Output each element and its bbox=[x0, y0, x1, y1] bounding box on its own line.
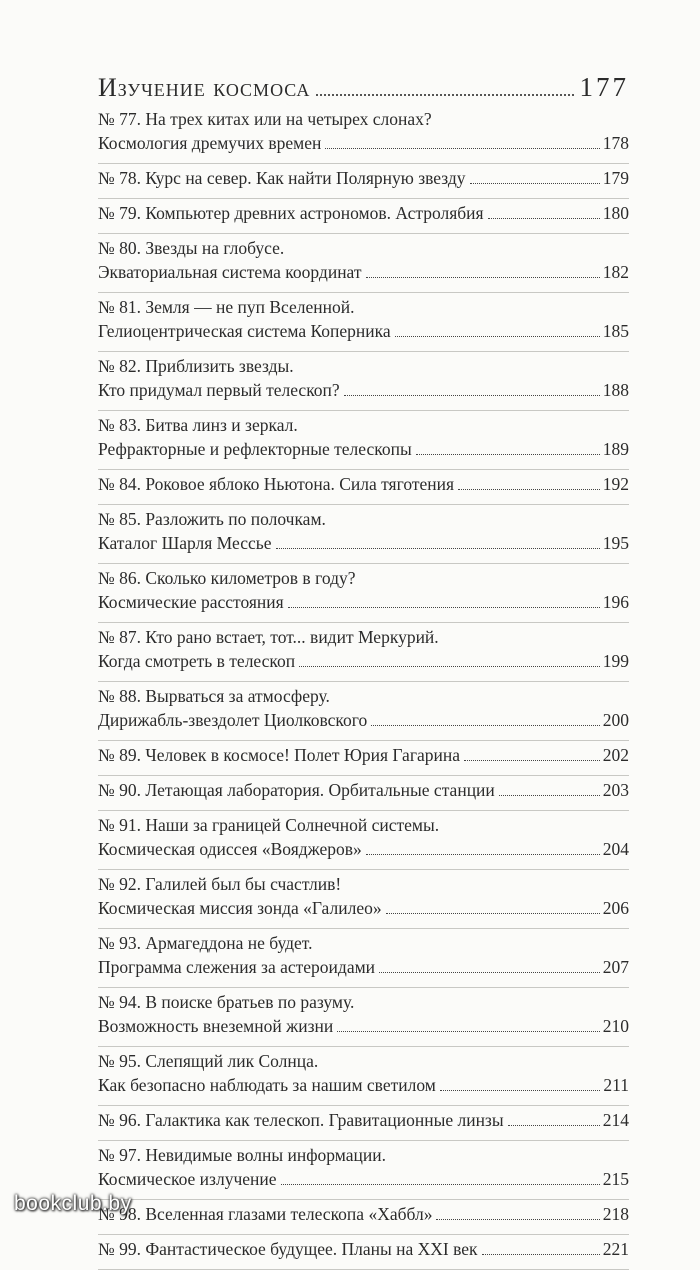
toc-entry bbox=[98, 813, 629, 870]
toc-entry bbox=[98, 566, 629, 623]
toc-entry bbox=[98, 1237, 629, 1270]
toc-entry-subtitle: Когда смотреть в телескоп bbox=[98, 651, 296, 671]
toc-entry bbox=[98, 295, 629, 352]
toc-entry-row bbox=[98, 1202, 629, 1226]
toc-entry-row bbox=[98, 778, 629, 802]
toc-entry-row bbox=[98, 837, 629, 861]
leader-dots bbox=[499, 795, 600, 796]
toc-page-number: 185 bbox=[602, 321, 629, 341]
toc-entry bbox=[98, 1143, 629, 1200]
toc-page-number: 189 bbox=[602, 439, 629, 459]
toc-entry-row bbox=[98, 1014, 629, 1038]
toc-entry-title: № 98. Вселенная глазами телескопа «Хаббл» bbox=[98, 1204, 433, 1224]
toc-entry-title: № 95. Слепящий лик Солнца. bbox=[98, 1051, 319, 1071]
leader-dots bbox=[366, 854, 600, 855]
toc-entry bbox=[98, 354, 629, 411]
toc-entry-title: № 91. Наши за границей Солнечной системы. bbox=[98, 815, 440, 835]
toc-entry-title: № 86. Сколько километров в году? bbox=[98, 568, 356, 588]
toc-entry-subtitle: Программа слежения за астероидами bbox=[98, 957, 376, 977]
toc-entry-row bbox=[98, 1073, 629, 1097]
toc-entry bbox=[98, 166, 629, 199]
toc-entry bbox=[98, 1108, 629, 1141]
toc-entry-row bbox=[98, 896, 629, 920]
toc-entry-title: № 82. Приблизить звезды. bbox=[98, 356, 294, 376]
toc-entry-row bbox=[98, 166, 629, 190]
leader-dots bbox=[436, 1219, 599, 1220]
toc-entry-title: № 93. Армагеддона не будет. bbox=[98, 933, 313, 953]
toc-page-number: 192 bbox=[602, 474, 629, 494]
leader-dots bbox=[386, 913, 600, 914]
toc-entry bbox=[98, 236, 629, 293]
toc-entry-row bbox=[98, 437, 629, 461]
toc-entry bbox=[98, 413, 629, 470]
toc-page-number: 199 bbox=[602, 651, 629, 671]
leader-dots bbox=[416, 454, 600, 455]
leader-dots bbox=[458, 489, 600, 490]
toc-page-number: 204 bbox=[602, 839, 629, 859]
section-page-number: 177 bbox=[579, 72, 629, 102]
toc-entry-title: № 97. Невидимые волны информации. bbox=[98, 1145, 386, 1165]
toc-page-number: 203 bbox=[602, 780, 629, 800]
leader-dots bbox=[508, 1125, 600, 1126]
leader-dots bbox=[344, 395, 600, 396]
leader-dots bbox=[316, 94, 573, 96]
toc-entry-subtitle: Гелиоцентрическая система Коперника bbox=[98, 321, 391, 341]
toc-page-number: 211 bbox=[603, 1075, 629, 1095]
leader-dots bbox=[379, 972, 600, 973]
toc-entry bbox=[98, 1049, 629, 1106]
toc-page-number: 221 bbox=[602, 1239, 629, 1259]
toc-page-number: 214 bbox=[602, 1110, 629, 1130]
toc-entry-title: № 78. Курс на север. Как найти Полярную звезду bbox=[98, 168, 466, 188]
toc-entry-row bbox=[98, 319, 629, 343]
toc-entry-title: № 99. Фантастическое будущее. Планы на XXI век bbox=[98, 1239, 478, 1259]
leader-dots bbox=[440, 1090, 601, 1091]
section-header bbox=[98, 72, 629, 103]
leader-dots bbox=[325, 148, 599, 149]
toc-entry bbox=[98, 1202, 629, 1235]
toc-entry-title: № 92. Галилей был бы счастлив! bbox=[98, 874, 342, 894]
toc-entry-row bbox=[98, 531, 629, 555]
toc-entry bbox=[98, 472, 629, 505]
toc-entry-subtitle: Космические расстояния bbox=[98, 592, 284, 612]
toc-entry-title: № 79. Компьютер древних астрономов. Астролябия bbox=[98, 203, 484, 223]
table-of-contents bbox=[98, 107, 629, 1270]
leader-dots bbox=[288, 607, 600, 608]
leader-dots bbox=[299, 666, 600, 667]
toc-entry bbox=[98, 625, 629, 682]
leader-dots bbox=[464, 760, 600, 761]
toc-page-number: 195 bbox=[602, 533, 629, 553]
toc-entry bbox=[98, 507, 629, 564]
toc-entry-row bbox=[98, 201, 629, 225]
toc-entry-title: № 89. Человек в космосе! Полет Юрия Гагарина bbox=[98, 745, 461, 765]
toc-entry-title: № 90. Летающая лаборатория. Орбитальные станции bbox=[98, 780, 495, 800]
toc-entry-row bbox=[98, 472, 629, 496]
toc-entry-subtitle: Экваториальная система координат bbox=[98, 262, 362, 282]
toc-entry bbox=[98, 201, 629, 234]
leader-dots bbox=[281, 1184, 600, 1185]
toc-entry bbox=[98, 778, 629, 811]
toc-entry-title: № 77. На трех китах или на четырех слонах? bbox=[98, 109, 432, 129]
toc-entry-title: № 96. Галактика как телескоп. Гравитационные линзы bbox=[98, 1110, 504, 1130]
toc-entry-subtitle: Дирижабль-звездолет Циолковского bbox=[98, 710, 368, 730]
toc-entry-row bbox=[98, 649, 629, 673]
toc-entry-subtitle: Возможность внеземной жизни bbox=[98, 1016, 334, 1036]
toc-page-number: 200 bbox=[602, 710, 629, 730]
toc-page-number: 218 bbox=[602, 1204, 629, 1224]
toc-page-number: 202 bbox=[602, 745, 629, 765]
toc-page-number: 206 bbox=[602, 898, 629, 918]
toc-entry-row bbox=[98, 590, 629, 614]
toc-entry-title: № 94. В поиске братьев по разуму. bbox=[98, 992, 355, 1012]
toc-entry-title: № 81. Земля — не пуп Вселенной. bbox=[98, 297, 355, 317]
watermark-logo: bookclub.by bbox=[14, 1192, 132, 1215]
toc-entry-row bbox=[98, 1167, 629, 1191]
toc-entry-row bbox=[98, 1237, 629, 1261]
toc-entry-subtitle: Каталог Шарля Мессье bbox=[98, 533, 272, 553]
leader-dots bbox=[482, 1254, 600, 1255]
toc-entry bbox=[98, 684, 629, 741]
toc-entry-row bbox=[98, 708, 629, 732]
leader-dots bbox=[276, 548, 600, 549]
section-title: Изучение космоса bbox=[98, 73, 311, 102]
toc-entry-row bbox=[98, 260, 629, 284]
toc-entry-subtitle: Космология дремучих времен bbox=[98, 133, 322, 153]
toc-page-number: 179 bbox=[602, 168, 629, 188]
toc-entry-subtitle: Рефракторные и рефлекторные телескопы bbox=[98, 439, 412, 459]
leader-dots bbox=[337, 1031, 600, 1032]
leader-dots bbox=[366, 277, 600, 278]
toc-entry-title: № 80. Звезды на глобусе. bbox=[98, 238, 285, 258]
toc-entry-title: № 83. Битва линз и зеркал. bbox=[98, 415, 298, 435]
toc-page-number: 207 bbox=[602, 957, 629, 977]
toc-entry-subtitle: Кто придумал первый телескоп? bbox=[98, 380, 340, 400]
toc-entry-title: № 85. Разложить по полочкам. bbox=[98, 509, 326, 529]
toc-entry-subtitle: Как безопасно наблюдать за нашим светилом bbox=[98, 1075, 436, 1095]
toc-entry-row bbox=[98, 955, 629, 979]
toc-page-number: 180 bbox=[602, 203, 629, 223]
toc-entry-row bbox=[98, 131, 629, 155]
toc-entry-subtitle: Космическое излучение bbox=[98, 1169, 277, 1189]
toc-entry bbox=[98, 872, 629, 929]
toc-page-number: 178 bbox=[602, 133, 629, 153]
toc-entry-subtitle: Космическая миссия зонда «Галилео» bbox=[98, 898, 382, 918]
toc-entry-subtitle: Космическая одиссея «Вояджеров» bbox=[98, 839, 362, 859]
toc-page-number: 215 bbox=[602, 1169, 629, 1189]
leader-dots bbox=[395, 336, 600, 337]
leader-dots bbox=[488, 218, 600, 219]
toc-page-number: 196 bbox=[602, 592, 629, 612]
leader-dots bbox=[470, 183, 600, 184]
toc-page-number: 188 bbox=[602, 380, 629, 400]
toc-entry bbox=[98, 990, 629, 1047]
toc-entry-title: № 84. Роковое яблоко Ньютона. Сила тяготения bbox=[98, 474, 455, 494]
toc-entry bbox=[98, 743, 629, 776]
toc-entry-title: № 87. Кто рано встает, тот... видит Меркурий. bbox=[98, 627, 439, 647]
toc-page-number: 182 bbox=[602, 262, 629, 282]
toc-entry bbox=[98, 107, 629, 164]
toc-entry-row bbox=[98, 378, 629, 402]
toc-entry-row bbox=[98, 743, 629, 767]
leader-dots bbox=[371, 725, 599, 726]
toc-entry-row bbox=[98, 1108, 629, 1132]
toc-entry bbox=[98, 931, 629, 988]
toc-page-number: 210 bbox=[602, 1016, 629, 1036]
toc-entry-title: № 88. Вырваться за атмосферу. bbox=[98, 686, 330, 706]
